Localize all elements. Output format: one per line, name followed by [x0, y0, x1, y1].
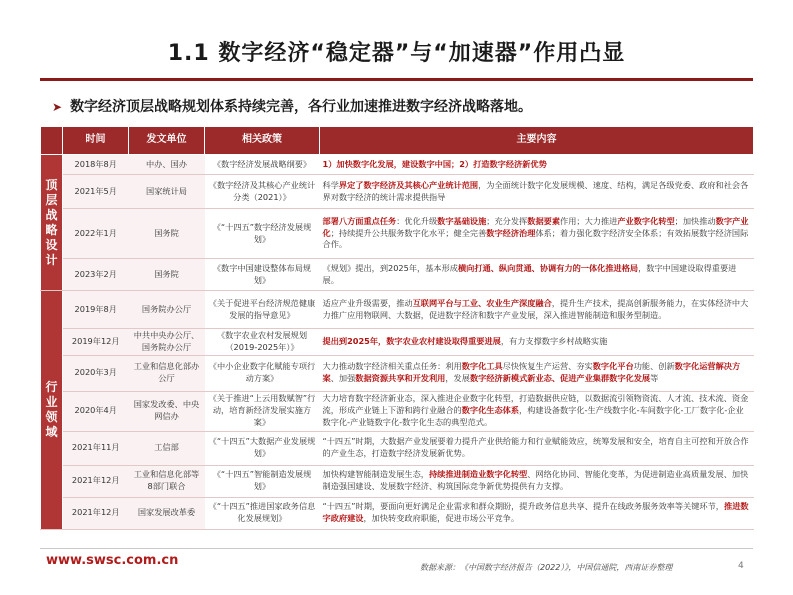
- category-label: 行业领域: [45, 379, 58, 439]
- content-text: 科学: [322, 179, 339, 190]
- category-top: [41, 155, 63, 291]
- cell-policy: 《关于促进平台经济规范健康发展的指导意见》: [205, 291, 320, 329]
- header-time: 时间: [63, 127, 129, 155]
- content-text: ，数字中国建设取得重要进展。: [322, 262, 737, 285]
- summary-text: 数字经济顶层战略规划体系持续完善，各行业加速推进数字经济战略落地。: [70, 99, 533, 115]
- content-text: 大力推动数字经济相关重点任务：利用: [322, 361, 462, 372]
- content-text: ，构建设备数字化-生产线数字化-车间数字化-工厂数字化-企业数字化-产业链数字化-数字化生态的典型范式。: [322, 405, 744, 428]
- content-text: 适应产业升级需要，推动: [322, 297, 413, 308]
- data-source: 数据来源：《中国数字经济报告（2022）》，中国信通院，西南证券整理: [420, 563, 673, 572]
- footer-url[interactable]: www.swsc.com.cn: [46, 553, 179, 568]
- cell-content: [320, 465, 754, 497]
- content-text: ，发展: [445, 373, 470, 384]
- cell-content: [320, 431, 754, 465]
- cell-policy: 《中小企业数字化赋能专项行动方案》: [205, 355, 320, 391]
- cell-content: [320, 155, 754, 175]
- arrow-bullet-icon: ➤: [52, 100, 63, 114]
- content-text: “十四五”时期，要面向更好满足企业需求和群众期盼，提升政务信息共享、提升在线政务服务效率等关键环节，: [322, 501, 724, 512]
- content-text: ，为全面统计数字化发展规模、速度、结构，满足各级党委、政府和社会各界对数字经济的统计需求提供指导: [322, 179, 749, 202]
- cell-org: 工业和信息化部办公厅: [129, 355, 205, 391]
- cell-org: 国务院: [129, 259, 205, 291]
- cell-policy: 《“十四五”大数据产业发展规划》: [205, 431, 320, 465]
- content-text: 作用；大力推进: [560, 215, 618, 226]
- highlight-text: 数字化运营解决方案: [322, 361, 741, 384]
- title-divider: [40, 78, 753, 81]
- cell-content: [320, 391, 754, 431]
- highlight-text: 数字化工具: [461, 361, 503, 372]
- content-text: ：优化升级: [396, 215, 438, 226]
- content-text: 、网络化协同、智能化变革，为促进制造业高质量发展、加快制造强国建设、发展数字经济、构筑国际竞争新优势提供有力支撑。: [322, 469, 749, 492]
- cell-policy: 《数字经济发展战略纲要》: [205, 155, 320, 175]
- summary-bullet: [52, 96, 532, 116]
- cell-policy: 《“十四五”推进国家政务信息化发展规划》: [205, 497, 320, 529]
- cell-content: [320, 291, 754, 329]
- table-row: [41, 209, 754, 259]
- cell-org: 中共中央办公厅、国务院办公厅: [129, 329, 205, 356]
- category-label: 顶层战略设计: [45, 177, 58, 267]
- page-title: 1.1 数字经济“稳定器”与“加速器”作用凸显: [167, 41, 626, 66]
- cell-policy: 《“十四五”数字经济发展规划》: [205, 209, 320, 259]
- highlight-text: 产业数字化转型: [617, 215, 675, 226]
- highlight-text: 数字化生态体系: [461, 405, 520, 416]
- highlight-text: 数字经济新模式新业态、促进产业集群数字化发展: [469, 373, 651, 384]
- cell-time: 2021年12月: [63, 465, 129, 497]
- content-text: ；持续提升公共服务数字化水平；健全完善: [330, 227, 487, 238]
- cell-policy: 《数字农业农村发展规划（2019-2025年）》: [205, 329, 320, 356]
- content-text: ，加快转变政府职能，促进市场公平竞争。: [363, 513, 520, 524]
- cell-org: 国家发展改革委: [129, 497, 205, 529]
- cell-time: 2019年12月: [63, 329, 129, 356]
- cell-org: 中办、国办: [129, 155, 205, 175]
- content-text: ；加快推动: [674, 215, 716, 226]
- table-row: [41, 465, 754, 497]
- cell-org: 国家发改委、中央网信办: [129, 391, 205, 431]
- header-category: [41, 127, 63, 155]
- highlight-text: 数字化平台: [592, 361, 634, 372]
- cell-time: 2020年4月: [63, 391, 129, 431]
- cell-time: 2023年2月: [63, 259, 129, 291]
- content-text: 体系；着力强化数字经济安全体系；有效拓展数字经济国际合作。: [322, 227, 749, 250]
- header-org: 发文单位: [129, 127, 205, 155]
- cell-org: 工业和信息化部等8部门联合: [129, 465, 205, 497]
- highlight-text: 数据资源共享和开发利用: [355, 373, 446, 384]
- highlight-text: 提出到2025年，数字农业农村建设取得重要进展: [322, 335, 501, 346]
- cell-time: 2020年3月: [63, 355, 129, 391]
- content-text: ；充分发挥: [486, 215, 528, 226]
- cell-time: 2021年12月: [63, 497, 129, 529]
- highlight-text: 界定了数字经济及其核心产业统计范围: [338, 179, 479, 190]
- content-text: 尽快恢复生产运营、夯实: [502, 361, 593, 372]
- table-row: [41, 259, 754, 291]
- cell-org: 国务院办公厅: [129, 291, 205, 329]
- highlight-text: 部署八方面重点任务: [322, 215, 397, 226]
- table-row: [41, 329, 754, 356]
- content-text: “十四五”时期，大数据产业发展要着力提升产业供给能力和行业赋能效应，统筹发展和安全，培育自主可控和开放合作的产业生态，打造数字经济发展新优势。: [322, 436, 749, 459]
- header-content: 主要内容: [320, 127, 754, 155]
- table-row: [41, 175, 754, 209]
- cell-org: 工信部: [129, 431, 205, 465]
- content-text: 加快构建智能制造发展生态，: [322, 469, 429, 480]
- cell-org: 国家统计局: [129, 175, 205, 209]
- highlight-text: 数字产业化: [322, 215, 749, 238]
- table-row: [41, 291, 754, 329]
- cell-time: 2022年1月: [63, 209, 129, 259]
- table-row: [41, 355, 754, 391]
- highlight-text: 持续推进制造业数字化转型: [428, 469, 528, 480]
- cell-time: 2018年8月: [63, 155, 129, 175]
- table-row: [41, 155, 754, 175]
- content-text: 等: [650, 373, 659, 384]
- table-row: [41, 497, 754, 529]
- table-header-row: [41, 127, 754, 155]
- cell-org: 国务院: [129, 209, 205, 259]
- content-text: 大力培育数字经济新业态，深入推进企业数字化转型，打造数据供应链，以数据流引领物资流、人才流、技术流、资金流，形成产业链上下游和跨行业融合的: [322, 393, 749, 416]
- content-text: ，有力支撑数字乡村战略实施: [500, 335, 608, 346]
- category-industry: [41, 291, 63, 530]
- policy-table: [40, 126, 754, 530]
- highlight-text: 1）加快数字化发展，建设数字中国；2）打造数字经济新优势: [322, 158, 547, 169]
- table-row: [41, 431, 754, 465]
- cell-content: [320, 355, 754, 391]
- highlight-text: 数字经济治理: [486, 227, 536, 238]
- cell-policy: 《关于推进“上云用数赋智”行动，培育新经济发展实施方案》: [205, 391, 320, 431]
- cell-policy: 《数字中国建设整体布局规划》: [205, 259, 320, 291]
- cell-content: [320, 259, 754, 291]
- cell-policy: 《数字经济及其核心产业统计分类（2021）》: [205, 175, 320, 209]
- header-policy: 相关政策: [205, 127, 320, 155]
- cell-content: [320, 329, 754, 356]
- footer-divider: [40, 548, 753, 549]
- highlight-text: 横向打通、纵向贯通、协调有力的一体化推进格局: [457, 262, 639, 273]
- cell-content: [320, 497, 754, 529]
- cell-time: 2021年5月: [63, 175, 129, 209]
- content-text: 功能、创新: [633, 361, 675, 372]
- cell-time: 2021年11月: [63, 431, 129, 465]
- cell-time: 2019年8月: [63, 291, 129, 329]
- cell-policy: 《“十四五”智能制造发展规划》: [205, 465, 320, 497]
- highlight-text: 数字基础设施: [437, 215, 487, 226]
- page-number: 4: [738, 561, 744, 571]
- content-text: 《规划》提出，到2025年，基本形成: [322, 262, 458, 273]
- content-text: ，提升生产技术，提高创新服务能力，在实体经济中大力推广应用物联网、大数据，促进数字经济和数字产业发展，深入推进智能制造和服务型制造。: [322, 297, 749, 320]
- highlight-text: 数据要素: [527, 215, 561, 226]
- highlight-text: 互联网平台与工业、农业生产深度融合: [412, 297, 552, 308]
- cell-content: [320, 209, 754, 259]
- highlight-text: 推进数字政府建设: [322, 501, 749, 524]
- cell-content: [320, 175, 754, 209]
- table-row: [41, 391, 754, 431]
- content-text: 、加强: [330, 373, 356, 384]
